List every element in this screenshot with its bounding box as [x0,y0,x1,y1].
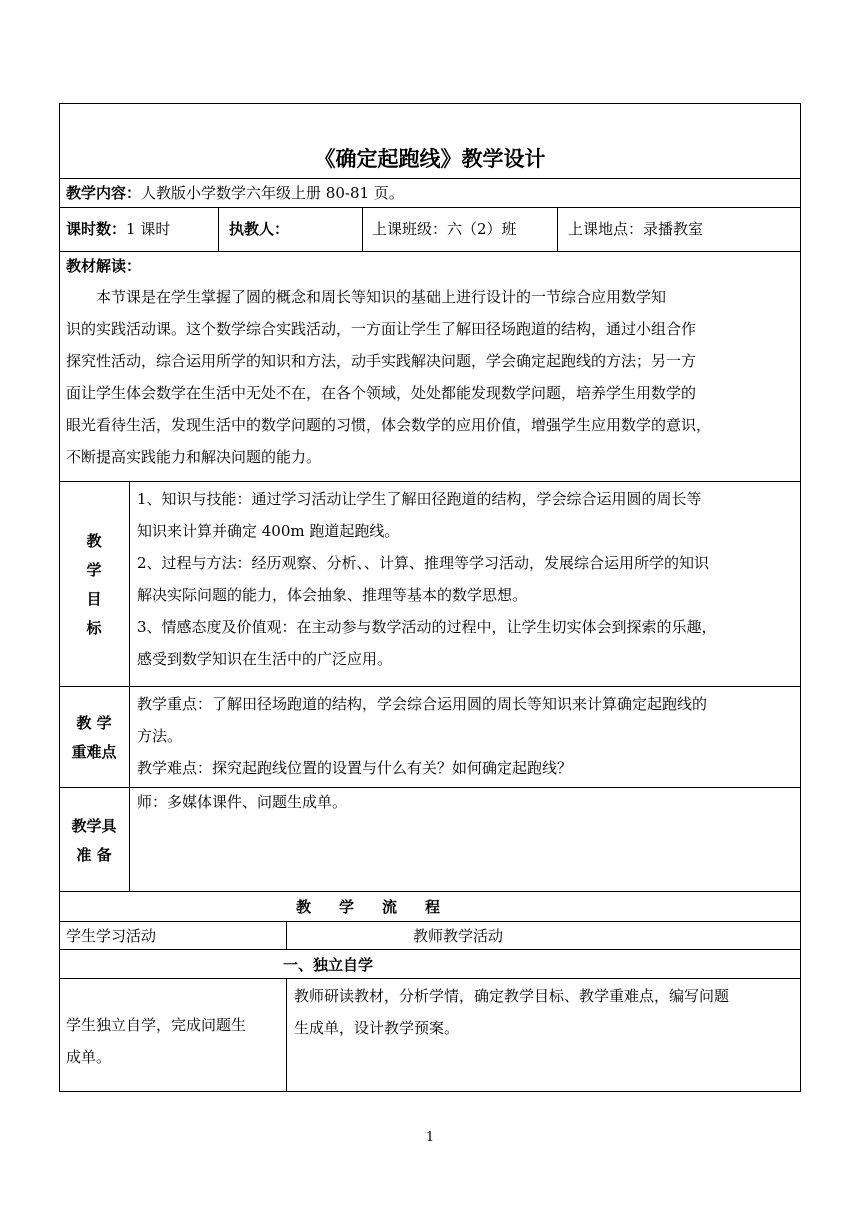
goal-line: 1、知识与技能：通过学习活动让学生了解田径跑道的结构，学会综合运用圆的周长等 [137,490,702,508]
section1-teacher: 教师研读教材，分析学情，确定教学目标、教学重难点，编写问题 生成单，设计教学预案。 [294,987,730,1037]
analysis-line: 本节课是在学生掌握了圆的概念和周长等知识的基础上进行设计的一节综合应用数学知 [96,288,667,306]
goal-line: 2、过程与方法：经历观察、分析、、计算、推理等学习活动，发展综合运用所学的知识 [137,554,710,572]
class-text: 上课班级：六（2）班 [372,220,517,238]
keypoint-line: 方法。 [137,727,183,745]
page-title: 《确定起跑线》教学设计 [314,147,546,171]
keypoint-line: 教学难点：探究起跑线位置的设置与什么有关？如何确定起跑线？ [137,759,573,777]
keypoints-label: 教 学 重难点 [71,714,117,761]
analysis-line: 探究性活动，综合运用所学的知识和方法，动手实践解决问题，学会确定起跑线的方法；另一方 [66,352,697,370]
analysis-line: 识的实践活动课。这个数学综合实践活动，一方面让学生了解田径场跑道的结构，通过小组合作 [66,320,697,338]
section1-title: 一、独立自学 [283,956,374,974]
content-row [66,183,404,203]
student-column-header: 学生学习活动 [66,927,157,945]
hours-value: 1 课时 [126,220,171,238]
flow-header: 教 学 流 程 [296,898,441,916]
teacher-column-header: 教师教学活动 [413,927,504,945]
analysis-line: 眼光看待生活，发现生活中的数学问题的习惯，体会数学的应用价值，增强学生应用数学的意识， [66,416,712,434]
teacher-label: 执教人： [229,220,290,238]
goal-line: 解决实际问题的能力，体会抽象、推理等基本的数学思想。 [137,586,528,604]
analysis-line: 面让学生体会数学在生活中无处不在，在各个领域，处处都能发现数学问题，培养学生用数学的 [66,384,697,402]
analysis-line: 不断提高实践能力和解决问题的能力。 [66,448,322,466]
section1-student: 学生独立自学，完成问题生 成单。 [66,1016,247,1066]
goal-line: 感受到数学知识在生活中的广泛应用。 [137,650,393,668]
content-label: 教学内容： [66,184,142,202]
goals-text [137,483,797,675]
goal-line: 3、情感态度及价值观：在主动参与数学活动的过程中，让学生切实体会到探索的乐趣， [137,618,717,636]
tools-text: 师：多媒体课件、问题生成单。 [137,793,348,811]
goal-line: 知识来计算并确定 400m 跑道起跑线。 [137,522,400,540]
location-text: 上课地点：录播教室 [568,220,704,238]
keypoints-text [137,688,797,784]
goals-label: 教 学 目 标 [86,532,102,637]
keypoint-line: 教学重点：了解田径场跑道的结构，学会综合运用圆的周长等知识来计算确定起跑线的 [137,695,708,713]
analysis-paragraph [66,281,796,473]
content-value: 人教版小学数学六年级上册 80-81 页。 [141,184,404,202]
hours-label: 课时数： [66,220,127,238]
hours-cell [66,219,170,239]
analysis-label: 教材解读： [66,257,142,275]
page-number: 1 [425,1130,435,1145]
tools-label: 教学具 准 备 [71,817,117,864]
